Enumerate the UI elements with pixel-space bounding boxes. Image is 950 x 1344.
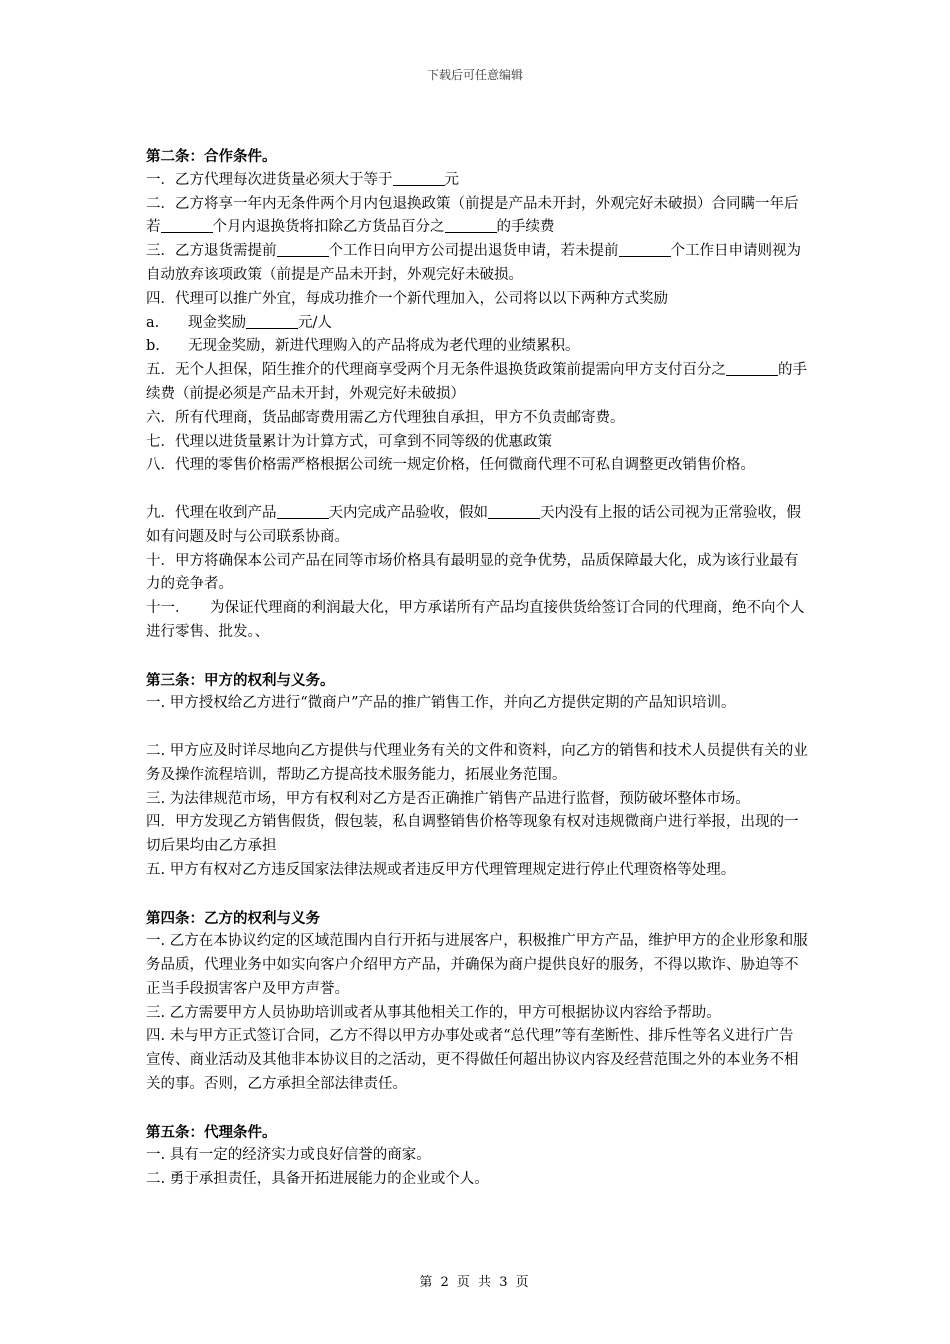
clause-4-3: 三. 乙方需要甲方人员协助培训或者从事其他相关工作的，甲方可根据协议内容给予帮助。 bbox=[146, 1004, 721, 1021]
fill-blank[interactable] bbox=[277, 241, 329, 257]
clause-2-4a: a. 现金奖励 元/人 bbox=[146, 314, 332, 331]
clause-3-4: 四．甲方发现乙方销售假货，假包装，私自调整销售价格等现象有权对违规微商户进行举报，出现的一切后果均由乙方承担 bbox=[146, 814, 799, 855]
fill-blank[interactable] bbox=[445, 217, 497, 233]
clause-3-3: 三. 为法律规范市场，甲方有权利对乙方是否正确推广销售产品进行监督，预防破坏整体市场。 bbox=[146, 790, 750, 807]
section-2-title: 第二条：合作条件。 bbox=[146, 148, 277, 165]
clause-2-3: 三．乙方退货需提前 个工作日向甲方公司提出退货申请，若未提前 个工作日申请则视为自动放弃该项政策（前提是产品未开封，外观完好未破损。 bbox=[146, 243, 801, 283]
fill-blank[interactable] bbox=[488, 503, 540, 519]
fill-blank[interactable] bbox=[619, 241, 671, 257]
fill-blank[interactable] bbox=[277, 503, 329, 519]
clause-4-1: 一. 乙方在本协议约定的区域范围内自行开拓与进展客户，积极推广甲方产品，维护甲方的企业形象和服务品质，代理业务中如实向客户介绍甲方产品，并确保为商户提供良好的服务，不得以欺诈、胁迫等不正当手段损害客户及甲方声誉。 bbox=[146, 933, 808, 997]
fill-blank[interactable] bbox=[161, 217, 213, 233]
clause-2-9: 九．代理在收到产品 天内完成产品验收，假如 天内没有上报的话公司视为正常验收，假如有问题及时与公司联系协商。 bbox=[146, 504, 801, 545]
fill-blank[interactable] bbox=[740, 360, 778, 376]
clause-2-2: 二．乙方将享一年内无条件两个月内包退换政策（前提是产品未开封，外观完好未破损）合同瞒一年后若 个月内退换货将扣除乙方货品百分之 的手续费 bbox=[146, 195, 799, 236]
clause-5-2: 二. 勇于承担责任，具备开拓进展能力的企业或个人。 bbox=[146, 1171, 489, 1188]
clause-5-1: 一. 具有一定的经济实力或良好信誉的商家。 bbox=[146, 1147, 431, 1164]
page-header: 下载后可任意编辑 bbox=[426, 68, 523, 82]
fill-blank[interactable] bbox=[246, 313, 298, 329]
clause-2-4b: b. 无现金奖励，新进代理购入的产品将成为老代理的业绩累积。 bbox=[146, 338, 580, 355]
page-number: 第 2 页 共 3 页 bbox=[419, 1275, 531, 1290]
clause-3-5: 五. 甲方有权对乙方违反国家法律法规或者违反甲方代理管理规定进行停止代理资格等处理。 bbox=[146, 861, 736, 878]
fill-blank[interactable] bbox=[726, 360, 740, 376]
clause-2-8: 八．代理的零售价格需严格根据公司统一规定价格，任何微商代理不可私自调整更改销售价格。 bbox=[146, 457, 755, 474]
clause-2-7: 七．代理以进货量累计为计算方式，可拿到不同等级的优惠政策 bbox=[146, 433, 552, 450]
clause-2-11: 十一． 为保证代理商的利润最大化，甲方承诺所有产品均直接供货给签订合同的代理商，绝不向个人进行零售、批发。、 bbox=[146, 600, 805, 640]
section-5-title: 第五条：代理条件。 bbox=[146, 1123, 277, 1141]
clause-3-1: 一. 甲方授权给乙方进行“微商户”产品的推广销售工作，并向乙方提供定期的产品知识培训。 bbox=[146, 695, 736, 712]
clause-2-5: 五．无个人担保，陌生推介的代理商享受两个月无条件退换货政策前提需向甲方支付百分之 的手续费（前提必须是产品未开封，外观完好未破损） bbox=[146, 362, 807, 402]
clause-2-6: 六．所有代理商，货品邮寄费用需乙方代理独自承担，甲方不负责邮寄费。 bbox=[146, 409, 625, 426]
clause-2-1: 一．乙方代理每次进货量必须大于等于 元 bbox=[146, 171, 459, 188]
clause-3-2: 二. 甲方应及时详尽地向乙方提供与代理业务有关的文件和资料，向乙方的销售和技术人员提供有关的业务及操作流程培训，帮助乙方提高技术服务能力，拓展业务范围。 bbox=[146, 742, 808, 783]
clause-2-10: 十．甲方将确保本公司产品在同等市场价格具有最明显的竞争优势，品质保障最大化，成为该行业最有力的竞争者。 bbox=[146, 552, 799, 593]
fill-blank[interactable] bbox=[393, 170, 445, 186]
section-4-title: 第四条：乙方的权利与义务 bbox=[146, 909, 320, 927]
clause-4-4: 四. 未与甲方正式签订合同，乙方不得以甲方办事处或者“总代理”等有垄断性、排斥性等名义进行广告宣传、商业活动及其他非本协议目的之活动，更不得做任何超出协议内容及经营范围之外的本业务不相关的事。否则，乙方承担全部法律责任。 bbox=[146, 1028, 799, 1093]
document-body bbox=[146, 145, 808, 1192]
section-3-title: 第三条：甲方的权利与义务。 bbox=[146, 671, 335, 689]
clause-2-4: 四．代理可以推广外宜，每成功推介一个新代理加入，公司将以以下两种方式奖励 bbox=[146, 290, 668, 307]
